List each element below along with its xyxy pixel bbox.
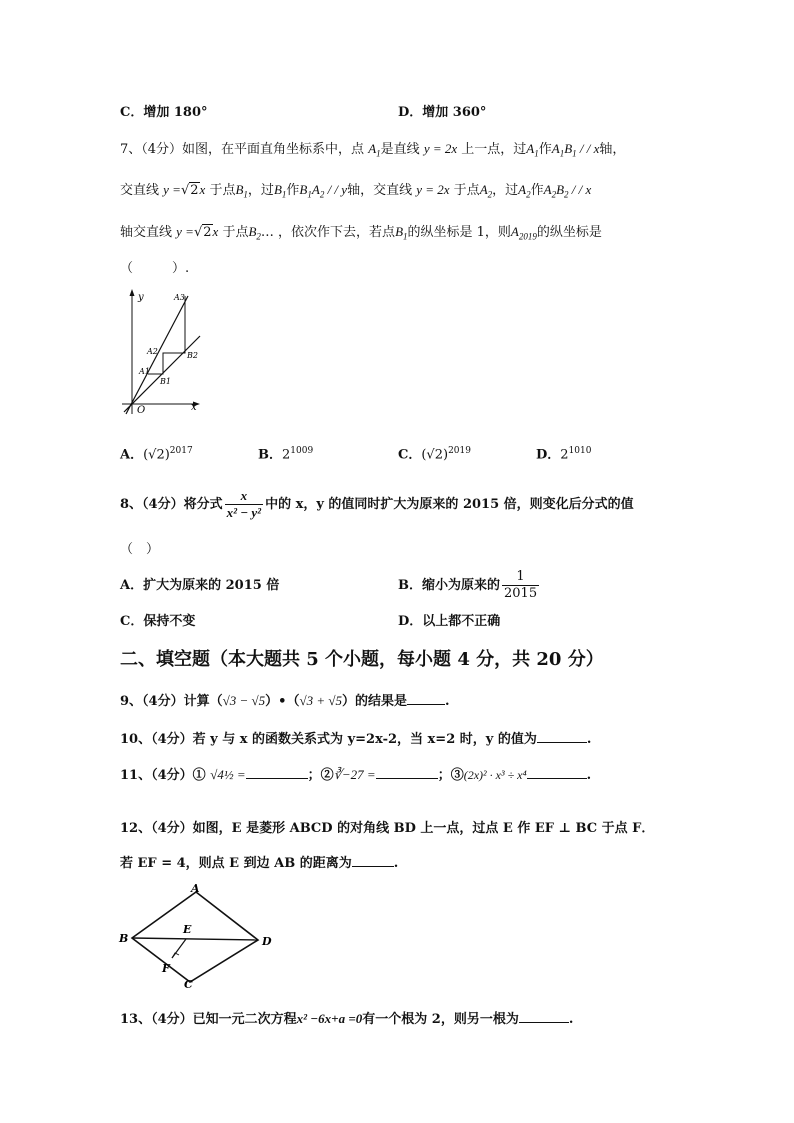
q7-line-3: 轴交直线 y =√2x 于点$B_2\dots$ ，依次作下去，若点$B_1$的纵坐标是 1，则$A_{2019}$的纵坐标是	[120, 224, 602, 242]
q6-option-d: D．增加 360°	[398, 105, 487, 120]
q12-label-d: D	[262, 935, 272, 948]
q7-number: 7、（4分）	[120, 142, 183, 157]
section-2-heading: 二、填空题（本大题共 5 个小题，每小题 4 分，共 20 分）	[120, 649, 604, 670]
q7-answer-paren: （ ）.	[120, 261, 190, 276]
q10-number: 10、（4分）	[120, 732, 193, 747]
q7-option-d: D．$2^{1010}$	[536, 446, 592, 463]
q11-blank-2[interactable]	[376, 764, 438, 779]
q11-number: 11、（4分）	[120, 768, 193, 783]
q8-option-b: B．缩小为原来的 $\frac{1}{2015}$	[398, 569, 538, 601]
q8-number: 8、（4分）	[120, 497, 184, 512]
q12-label-e: E	[183, 923, 192, 936]
q7-label-o: O	[137, 405, 146, 416]
q7-option-a: A．$(√2)^{2017}$	[120, 446, 193, 463]
q8-answer-paren: （ ）	[120, 542, 160, 557]
q7-label-x: x	[191, 402, 197, 413]
q9-answer-blank[interactable]	[407, 690, 445, 705]
q7-y-arrow	[130, 289, 135, 296]
q9-line: 9、（4分）计算（√3 − √5）•（√3 + √5）的结果是 .	[120, 690, 450, 712]
q12-label-a: A	[191, 882, 200, 895]
q13-number: 13、（4分）	[120, 1012, 193, 1027]
q11-line: 11、（4分）① √4½ = ；②∛−27 = ；③(2x)² · x³ ÷ x⁴ .	[120, 764, 591, 786]
q7-figure	[118, 286, 208, 418]
q7-line-2: 交直线 y =√2x 于点$B_1$，过$B_1$作$B_1A_2$ / / y轴，交直线 y = 2x 于点$A_2$，过$A_2$作$A_2B_2$ / / x	[120, 182, 592, 200]
q7-label-a3: A3	[174, 293, 185, 302]
q12-line-2: 若 EF = 4，则点 E 到边 AB 的距离为 .	[120, 852, 398, 874]
q11-blank-1[interactable]	[246, 764, 308, 779]
q12-line-1: 12、（4分）如图，E 是菱形 ABCD 的对角线 BD 上一点，过点 E 作 EF ⊥ BC 于点 F．	[120, 821, 655, 836]
q7-label-y: y	[138, 292, 144, 303]
q13-answer-blank[interactable]	[519, 1008, 569, 1023]
q7-line-1: 7、（4分）如图，在平面直角坐标系中，点 $A_1$是直线 y = 2x 上一点，过$A_1$作$A_1B_1$ / / x轴，	[120, 141, 626, 159]
q8-line-1: 8、（4分）将分式 $\frac{x}{\text{x² − y²}}$ 中的 x，y 的值同时扩大为原来的 2015 倍，则变化后分式的值	[120, 488, 634, 520]
q8-option-c: C．保持不变	[120, 614, 196, 629]
q12-answer-blank[interactable]	[352, 852, 394, 867]
q12-rhombus	[132, 892, 258, 982]
q12-label-b: B	[119, 932, 129, 945]
q7-option-c: C．$(√2)^{2019}$	[398, 446, 471, 463]
q7-label-b1: B1	[160, 377, 171, 386]
q7-label-a1: A1	[139, 367, 150, 376]
q7-label-a2: A2	[147, 347, 158, 356]
q8-option-a: A．扩大为原来的 2015 倍	[120, 578, 280, 593]
q12-diagonal-bd	[132, 938, 258, 940]
q8-fraction: $\frac{x}{\text{x² − y²}}$	[226, 488, 262, 520]
q8-option-d: D．以上都不正确	[398, 614, 501, 629]
q6-option-c: C．增加 180°	[120, 105, 208, 120]
q12-figure	[116, 882, 286, 990]
q12-number: 12、（4分）	[120, 821, 193, 836]
q12-label-c: C	[184, 978, 193, 990]
q7-option-b: B．$2^{1009}$	[258, 446, 314, 463]
q12-label-f: F	[162, 962, 170, 975]
q11-blank-3[interactable]	[527, 764, 587, 779]
q9-number: 9、（4分）	[120, 694, 184, 709]
q10-line: 10、（4分）若 y 与 x 的函数关系式为 y=2x-2，当 x=2 时，y 的值为 .	[120, 728, 591, 750]
q10-answer-blank[interactable]	[537, 728, 587, 743]
q7-label-b2: B2	[187, 351, 198, 360]
q13-line: 13、（4分）已知一元二次方程x² −6x+a =0有一个根为 2，则另一根为 .	[120, 1008, 573, 1030]
q8-option-b-fraction: $\frac{1}{2015}$	[504, 569, 538, 601]
